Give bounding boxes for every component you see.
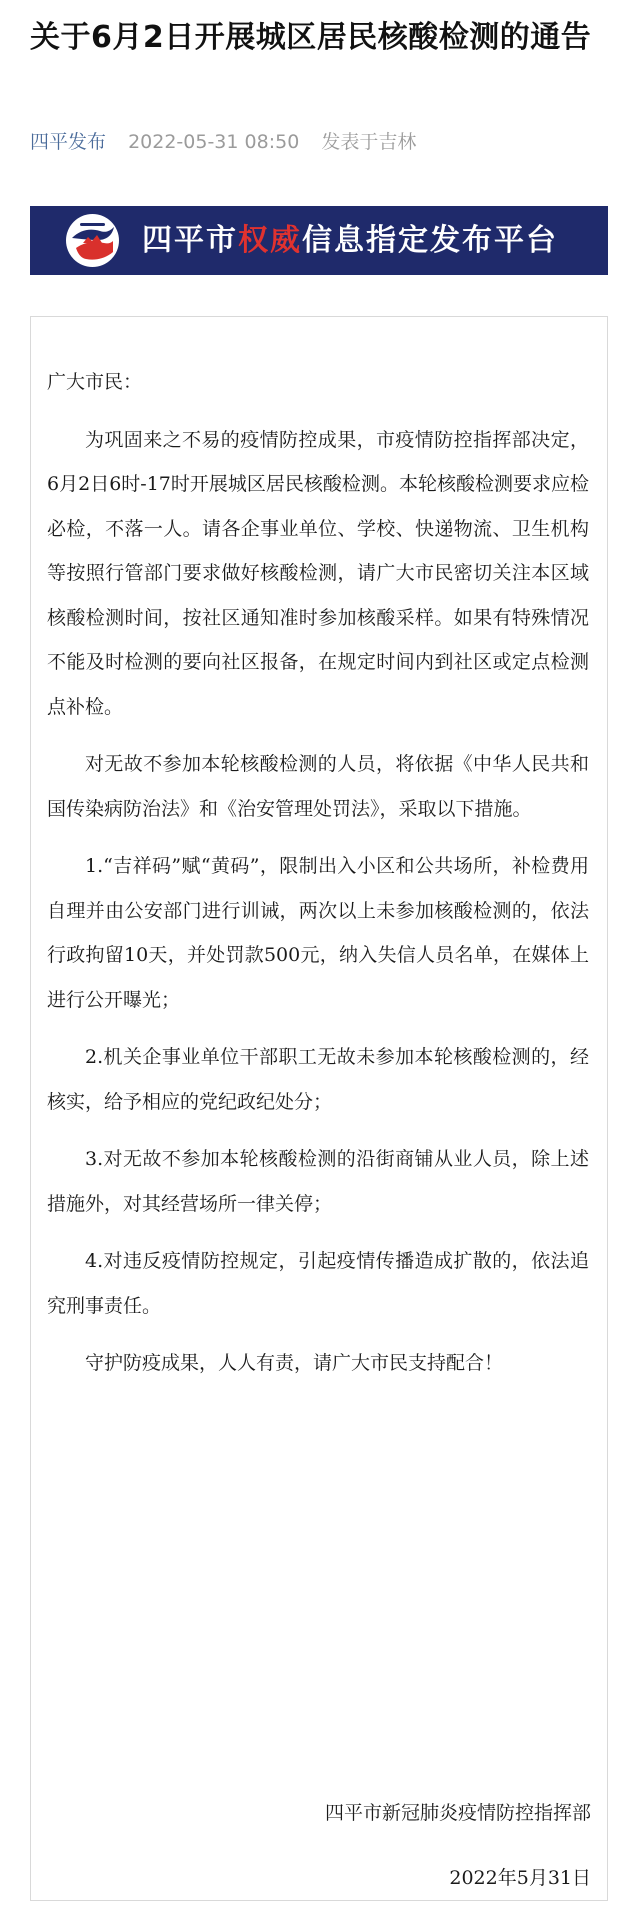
notice-greeting: 广大市民： — [47, 371, 143, 393]
notice-box — [30, 316, 608, 1901]
banner-text-after: 信息指定发布平台 — [302, 223, 558, 258]
notice-date: 2022年5月31日 — [449, 1867, 591, 1889]
notice-body — [47, 360, 589, 1399]
notice-paragraph: 对无故不参加本轮核酸检测的人员，将依据《中华人民共和国传染病防治法》和《治安管理处罚法》，采取以下措施。 — [47, 753, 589, 820]
banner-text-accent: 权威 — [238, 223, 302, 258]
banner-text-before: 四平市 — [142, 223, 238, 258]
notice-signature: 四平市新冠肺炎疫情防控指挥部 — [324, 1802, 591, 1824]
banner-slogan — [142, 206, 558, 275]
article-title: 关于6月2日开展城区居民核酸检测的通告 — [30, 20, 592, 55]
notice-measure-item: 4.对违反疫情防控规定，引起疫情传播造成扩散的，依法追究刑事责任。 — [47, 1250, 589, 1317]
platform-banner — [30, 206, 608, 275]
siping-release-logo-icon — [66, 214, 119, 267]
notice-measure-item: 1.“吉祥码”赋“黄码”，限制出入小区和公共场所，补检费用自理并由公安部门进行训诫，两次以上未参加核酸检测的，依法行政拘留10天，并处罚款500元，纳入失信人员名单，在媒体上进行公开曝光； — [47, 855, 589, 1011]
notice-paragraph: 为巩固来之不易的疫情防控成果，市疫情防控指挥部决定，6月2日6时-17时开展城区居民核酸检测。本轮核酸检测要求应检必检，不落一人。请各企事业单位、学校、快递物流、卫生机构等按照行管部门要求做好核酸检测，请广大市民密切关注本区域核酸检测时间，按社区通知准时参加核酸采样。如果有特殊情况不能及时检测的要向社区报备，在规定时间内到社区或定点检测点补检。 — [47, 428, 589, 718]
notice-measure-item: 2.机关企事业单位干部职工无故未参加本轮核酸检测的，经核实，给予相应的党纪政纪处分； — [47, 1046, 589, 1113]
account-name-link[interactable]: 四平发布 — [30, 131, 107, 153]
publish-time: 2022-05-31 08:50 — [128, 131, 300, 153]
notice-closing: 守护防疫成果，人人有责，请广大市民支持配合！ — [85, 1352, 504, 1374]
notice-measure-item: 3.对无故不参加本轮核酸检测的沿街商铺从业人员，除上述措施外，对其经营场所一律关停； — [47, 1148, 589, 1215]
publish-location: 发表于吉林 — [321, 131, 417, 153]
article-meta — [30, 127, 416, 157]
